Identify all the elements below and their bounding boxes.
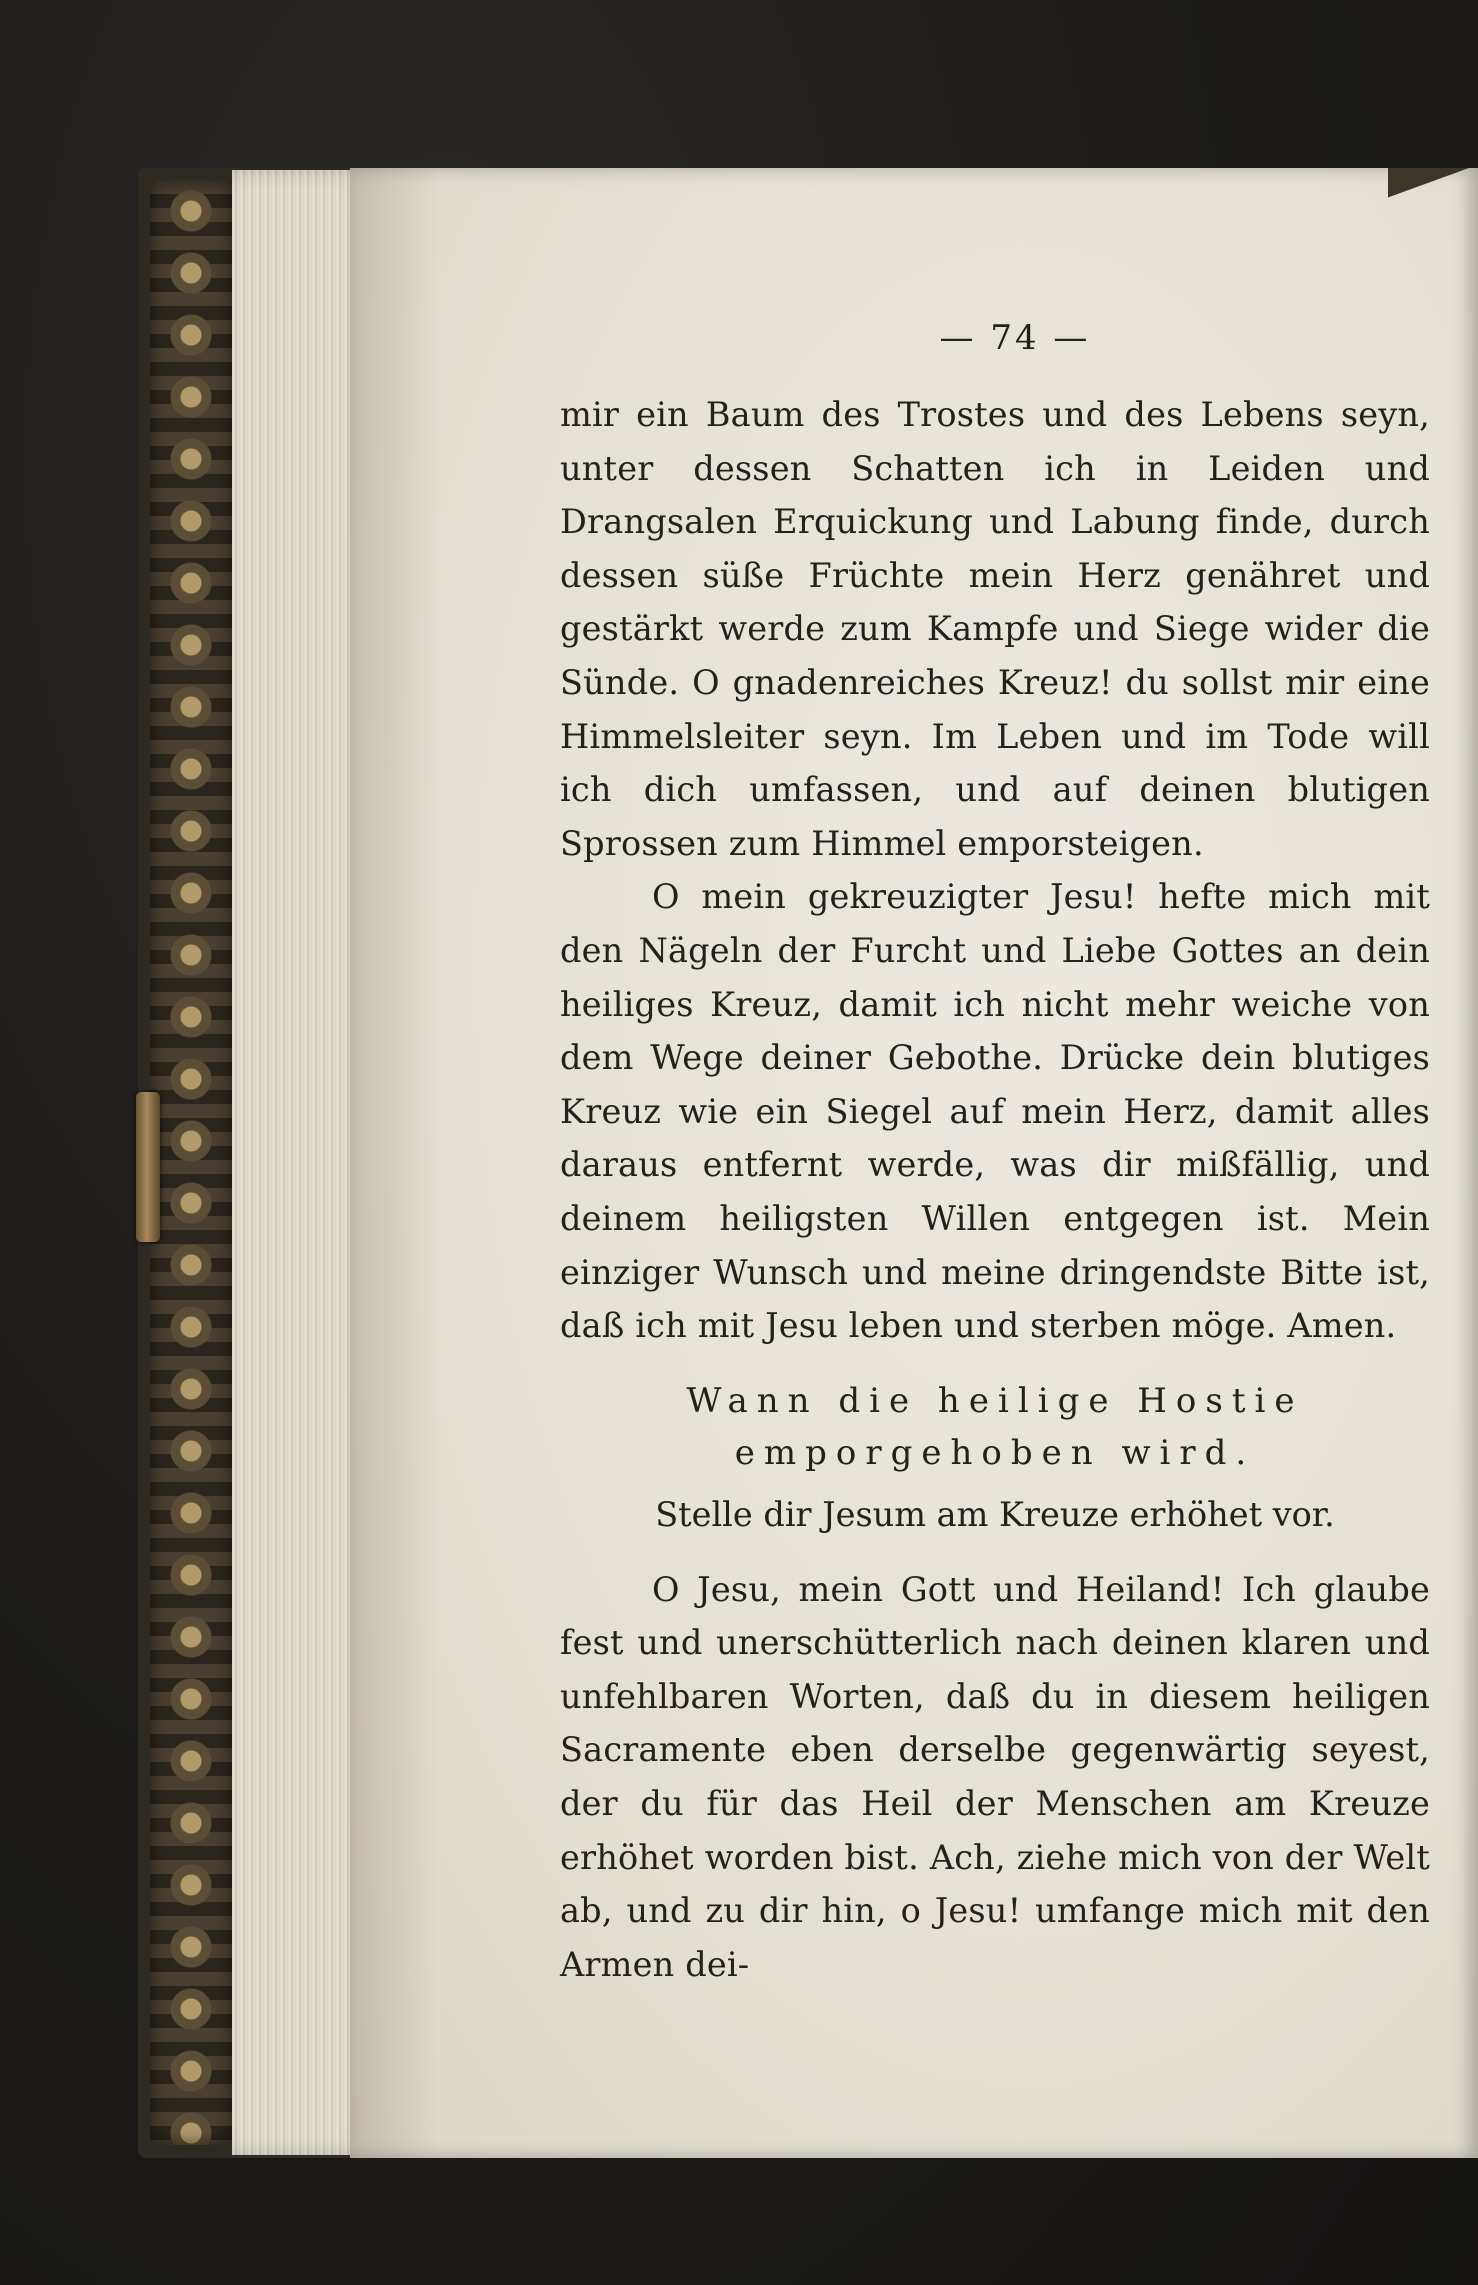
page-number: — 74 — — [939, 318, 1091, 358]
paragraph-1: mir ein Baum des Trostes und des Lebens seyn, unter dessen Schatten ich in Leiden und Drangsalen Erquickung und Labung finde, durch dessen süße Früchte mein Herz genähret und gestärkt werde zum Kampfe und Siege wider die Sünde. O gnadenreiches Kreuz! du sollst mir eine Himmelsleiter seyn. Im Leben und im Tode will ich dich umfassen, und auf deinen blutigen Sprossen zum Himmel emporsteigen. — [560, 395, 1430, 863]
paragraph-2: O mein gekreuzigter Jesu! hefte mich mit den Nägeln der Furcht und Liebe Gottes an dein heiliges Kreuz, damit ich nicht mehr weiche von dem Wege deiner Gebothe. Drücke dein blutiges Kreuz wie ein Siegel auf mein Herz, damit alles daraus entfernt werde, was dir mißfällig, und deinem heiligsten Willen entgegen ist. Mein einziger Wunsch und meine dringendste Bitte ist, daß ich mit Jesu leben und sterben möge. Amen. — [560, 877, 1430, 1346]
book-clasp — [136, 1092, 160, 1242]
instruction-line: Stelle dir Jesum am Kreuze erhöhet vor. — [655, 1494, 1335, 1534]
ornamental-spine — [150, 180, 235, 2145]
section-heading: Wann die heilige Hostie emporgehoben wird. — [686, 1380, 1304, 1473]
paragraph-3: O Jesu, mein Gott und Heiland! Ich glaube fest und unerschütterlich nach deinen klaren und unfehlbaren Worten, daß du in diesem heiligen Sacramente eben derselbe gegenwärtig seyest, der du für das Heil der Menschen am Kreuze erhöhet worden bist. Ach, ziehe mich von der Welt ab, und zu dir hin, o Jesu! umfange mich mit den Armen dei- — [560, 1569, 1430, 1984]
corner-wear — [1388, 168, 1478, 208]
gutter-shadow — [350, 168, 440, 2158]
page-text-block — [560, 318, 1430, 1991]
